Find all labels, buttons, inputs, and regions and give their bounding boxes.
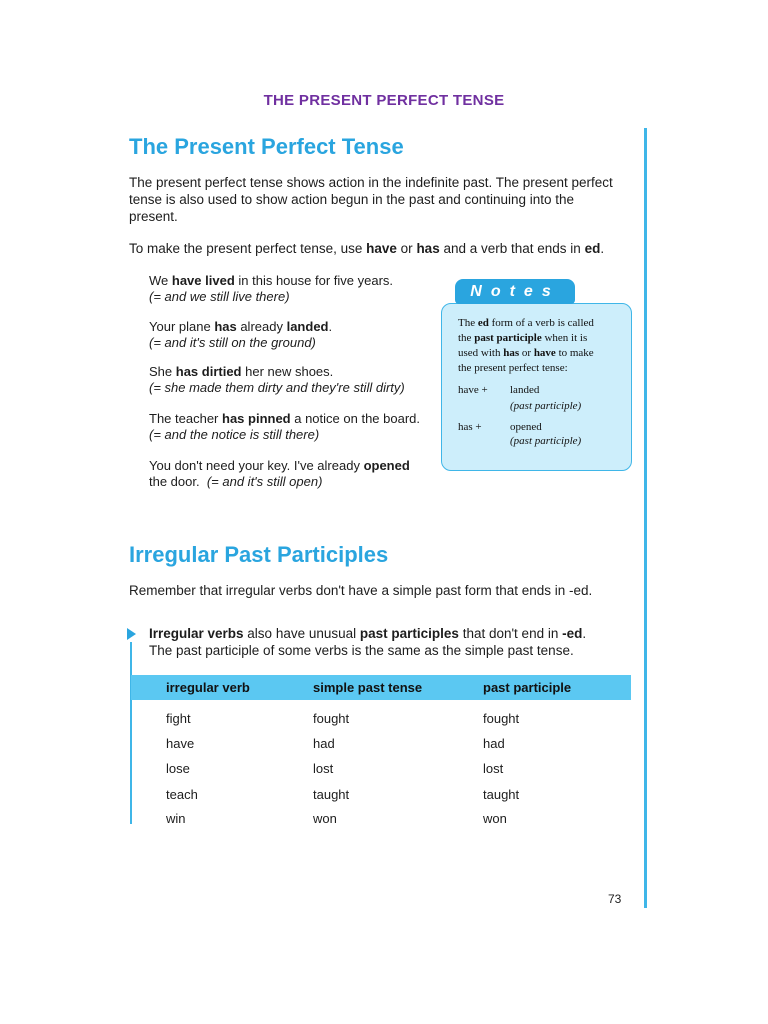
notes-text: to make (555, 347, 594, 359)
example-text: a notice on the board. (290, 411, 420, 426)
section-heading-present-perfect: The Present Perfect Tense (129, 134, 404, 159)
bullet-line-2: The past participle of some verbs is the same as the simple past tense. (149, 643, 574, 658)
table-cell: have (166, 736, 195, 751)
example-note: (= she made them dirty and they're still dirty) (149, 380, 405, 395)
table-cell: had (313, 736, 335, 751)
example-text: The teacher (149, 411, 222, 426)
table-cell: taught (313, 787, 350, 802)
notes-text: when it is (541, 332, 588, 344)
make-instruction (129, 240, 629, 257)
notes-text: form of a verb is called (488, 317, 594, 329)
notes-example-have-left: have + (458, 384, 488, 396)
text: also have unusual (243, 626, 360, 641)
example-note: (= and the notice is still there) (149, 427, 320, 442)
example-note: (= and it's still open) (206, 474, 323, 489)
keyword: -ed (562, 626, 583, 641)
intro-line: The present perfect tense shows action in the indefinite past. The present perfect (129, 175, 613, 190)
example-4 (149, 411, 439, 443)
notes-keyword: ed (477, 317, 489, 329)
table-cell: lose (166, 761, 190, 776)
notes-text: or (519, 347, 534, 359)
table-cell: fought (483, 711, 520, 726)
page-number: 73 (608, 892, 622, 906)
table-cell: won (483, 811, 507, 826)
table-cell: won (313, 811, 337, 826)
example-3 (149, 364, 439, 396)
example-text: She (149, 364, 176, 379)
notes-example-has-left: has + (458, 421, 482, 433)
text: that don't end in (458, 626, 563, 641)
example-verb: landed (286, 319, 329, 334)
example-text: her new shoes. (241, 364, 334, 379)
section-heading-irregular: Irregular Past Participles (129, 542, 389, 567)
text: or (396, 241, 417, 256)
example-2 (149, 319, 439, 351)
bullet-vertical-rule (130, 642, 132, 824)
keyword-has: has (416, 241, 440, 256)
table-cell: win (166, 811, 186, 826)
intro-paragraph (129, 174, 629, 225)
example-verb: has pinned (222, 411, 291, 426)
text: . (600, 241, 605, 256)
notes-text: the present perfect tense: (458, 362, 568, 374)
example-text: We (149, 273, 172, 288)
example-5 (149, 458, 439, 490)
notes-text: used with (458, 347, 504, 359)
table-cell: fight (166, 711, 191, 726)
example-text: in this house for five years. (234, 273, 394, 288)
bullet-marker-icon (127, 628, 136, 640)
table-cell: had (483, 736, 505, 751)
notes-example-have-right: landed (510, 384, 540, 396)
notes-content (458, 316, 628, 376)
table-cell: lost (313, 761, 334, 776)
page-header: THE PRESENT PERFECT TENSE (263, 92, 505, 109)
table-cell: lost (483, 761, 504, 776)
example-note: (= and it's still on the ground) (149, 335, 316, 350)
example-verb: has (214, 319, 237, 334)
notes-keyword: past participle (474, 332, 542, 344)
intro-line: tense is also used to show action begun in the past and continuing into the (129, 192, 575, 207)
example-text: . (328, 319, 333, 334)
notes-keyword: has (503, 347, 520, 359)
table-cell: teach (166, 787, 198, 802)
notes-text: The (458, 317, 478, 329)
table-cell: fought (313, 711, 350, 726)
example-text: the door. (149, 474, 200, 489)
notes-example-has-sub: (past participle) (510, 435, 582, 447)
text: To make the present perfect tense, use (129, 241, 367, 256)
example-verb: has dirtied (175, 364, 242, 379)
table-cell: taught (483, 787, 520, 802)
text: and a verb that ends in (439, 241, 585, 256)
example-verb: opened (363, 458, 410, 473)
keyword-have: have (366, 241, 397, 256)
notes-example-has-right: opened (510, 421, 542, 433)
notes-text: the (458, 332, 475, 344)
table-header-simple-past: simple past tense (313, 680, 423, 695)
example-1 (149, 273, 439, 305)
example-text: Your plane (149, 319, 215, 334)
table-header-past-participle: past participle (483, 680, 572, 695)
section2-intro: Remember that irregular verbs don't have a simple past form that ends in -ed. (129, 583, 593, 598)
keyword: past participles (359, 626, 459, 641)
intro-line: present. (129, 209, 178, 224)
table-header-irregular-verb: irregular verb (166, 680, 250, 695)
example-text: already (236, 319, 287, 334)
notes-keyword: have (533, 347, 556, 359)
right-margin-rule (644, 128, 647, 908)
example-note: (= and we still live there) (149, 289, 290, 304)
keyword: Irregular verbs (149, 626, 244, 641)
example-text: You don't need your key. I've already (149, 458, 364, 473)
notes-tab: Notes (455, 279, 575, 304)
keyword-ed: ed (584, 241, 601, 256)
bullet-paragraph (149, 625, 639, 659)
notes-example-have-sub: (past participle) (510, 400, 582, 412)
example-verb: have lived (171, 273, 235, 288)
text: . (582, 626, 587, 641)
